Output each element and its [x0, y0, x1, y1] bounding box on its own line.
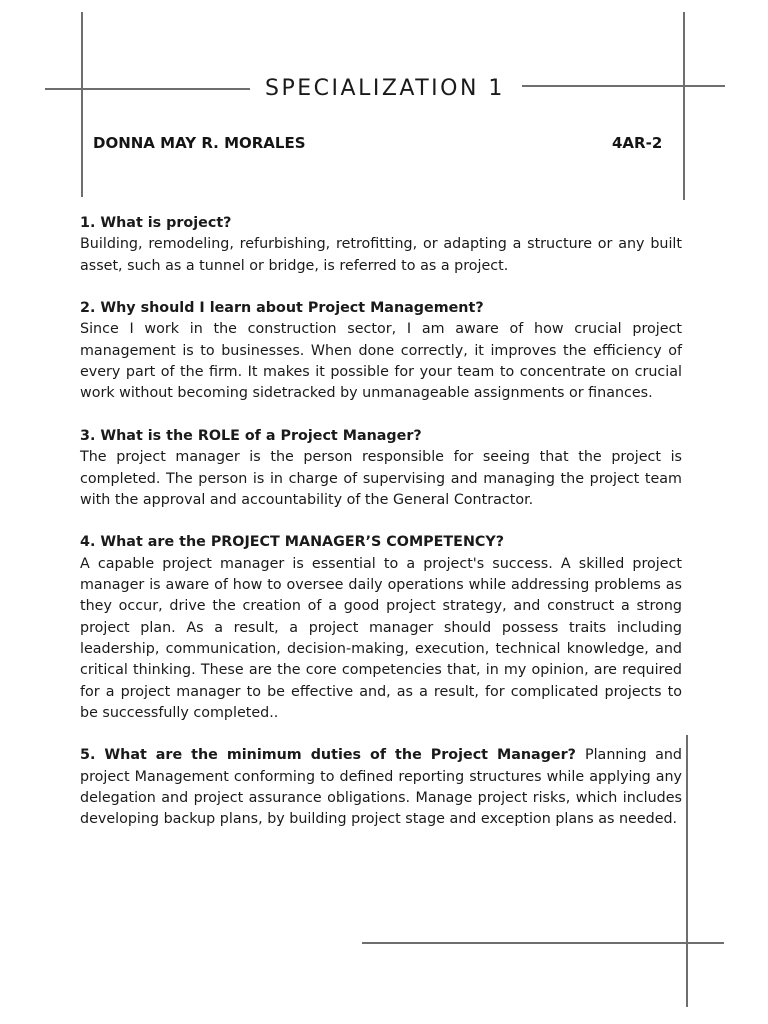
- answer-1: Building, remodeling, refurbishing, retrofitting, or adapting a structure or any built asset, such as a tunnel or bridge, is referred to as a project.: [80, 236, 682, 274]
- student-name: DONNA MAY R. MORALES: [93, 134, 306, 152]
- page-title: SPECIALIZATION 1: [265, 76, 505, 101]
- frame-line-right-vertical: [683, 12, 685, 200]
- question-2: 2. Why should I learn about Project Management?: [80, 300, 484, 317]
- question-1: 1. What is project?: [80, 215, 232, 231]
- frame-line-left-vertical: [81, 12, 83, 197]
- qa-item-3: [80, 426, 682, 511]
- qa-item-2: [80, 298, 682, 404]
- question-3: 3. What is the ROLE of a Project Manager?: [80, 427, 422, 444]
- answer-2: Since I work in the construction sector, I am aware of how crucial project management is to businesses. When done correctly, it improves the efficiency of every part of the firm. It makes it possible for your team to concentrate on crucial work without becoming sidetracked by unmanageable assignments or finances.: [80, 321, 682, 402]
- question-4: 4. What are the PROJECT MANAGER’S COMPETENCY?: [80, 534, 505, 551]
- frame-line-bottom-right-vertical: [686, 735, 688, 1007]
- qa-item-4: [80, 532, 682, 724]
- qa-item-5: [80, 745, 682, 830]
- frame-line-top-left-horizontal: [45, 88, 250, 90]
- frame-line-bottom-horizontal: [362, 942, 724, 944]
- frame-line-top-right-horizontal: [522, 85, 725, 87]
- answer-4: A capable project manager is essential to a project's success. A skilled project manager is aware of how to oversee daily operations while addressing problems as they occur, drive the creation of a good project strategy, and construct a strong project plan. As a result, a project manager should possess traits including leadership, communication, decision-making, execution, technical knowledge, and critical thinking. These are the core competencies that, in my opinion, are required for a project manager to be effective and, as a result, for complicated projects to be successfully completed..: [80, 555, 682, 721]
- answer-3: The project manager is the person responsible for seeing that the project is completed. The person is in charge of supervising and managing the project team with the approval and accountability of the General Contractor.: [80, 449, 682, 508]
- document-body: [80, 213, 682, 852]
- qa-item-1: [80, 213, 682, 277]
- student-section: 4AR-2: [612, 134, 663, 152]
- answer-5: Planning and project Management conforming to defined reporting structures while applying any delegation and project assurance obligations. Manage project risks, which includes developing backup plans, by building project stage and exception plans as needed.: [80, 747, 683, 828]
- question-5: 5. What are the minimum duties of the Project Manager?: [80, 747, 585, 764]
